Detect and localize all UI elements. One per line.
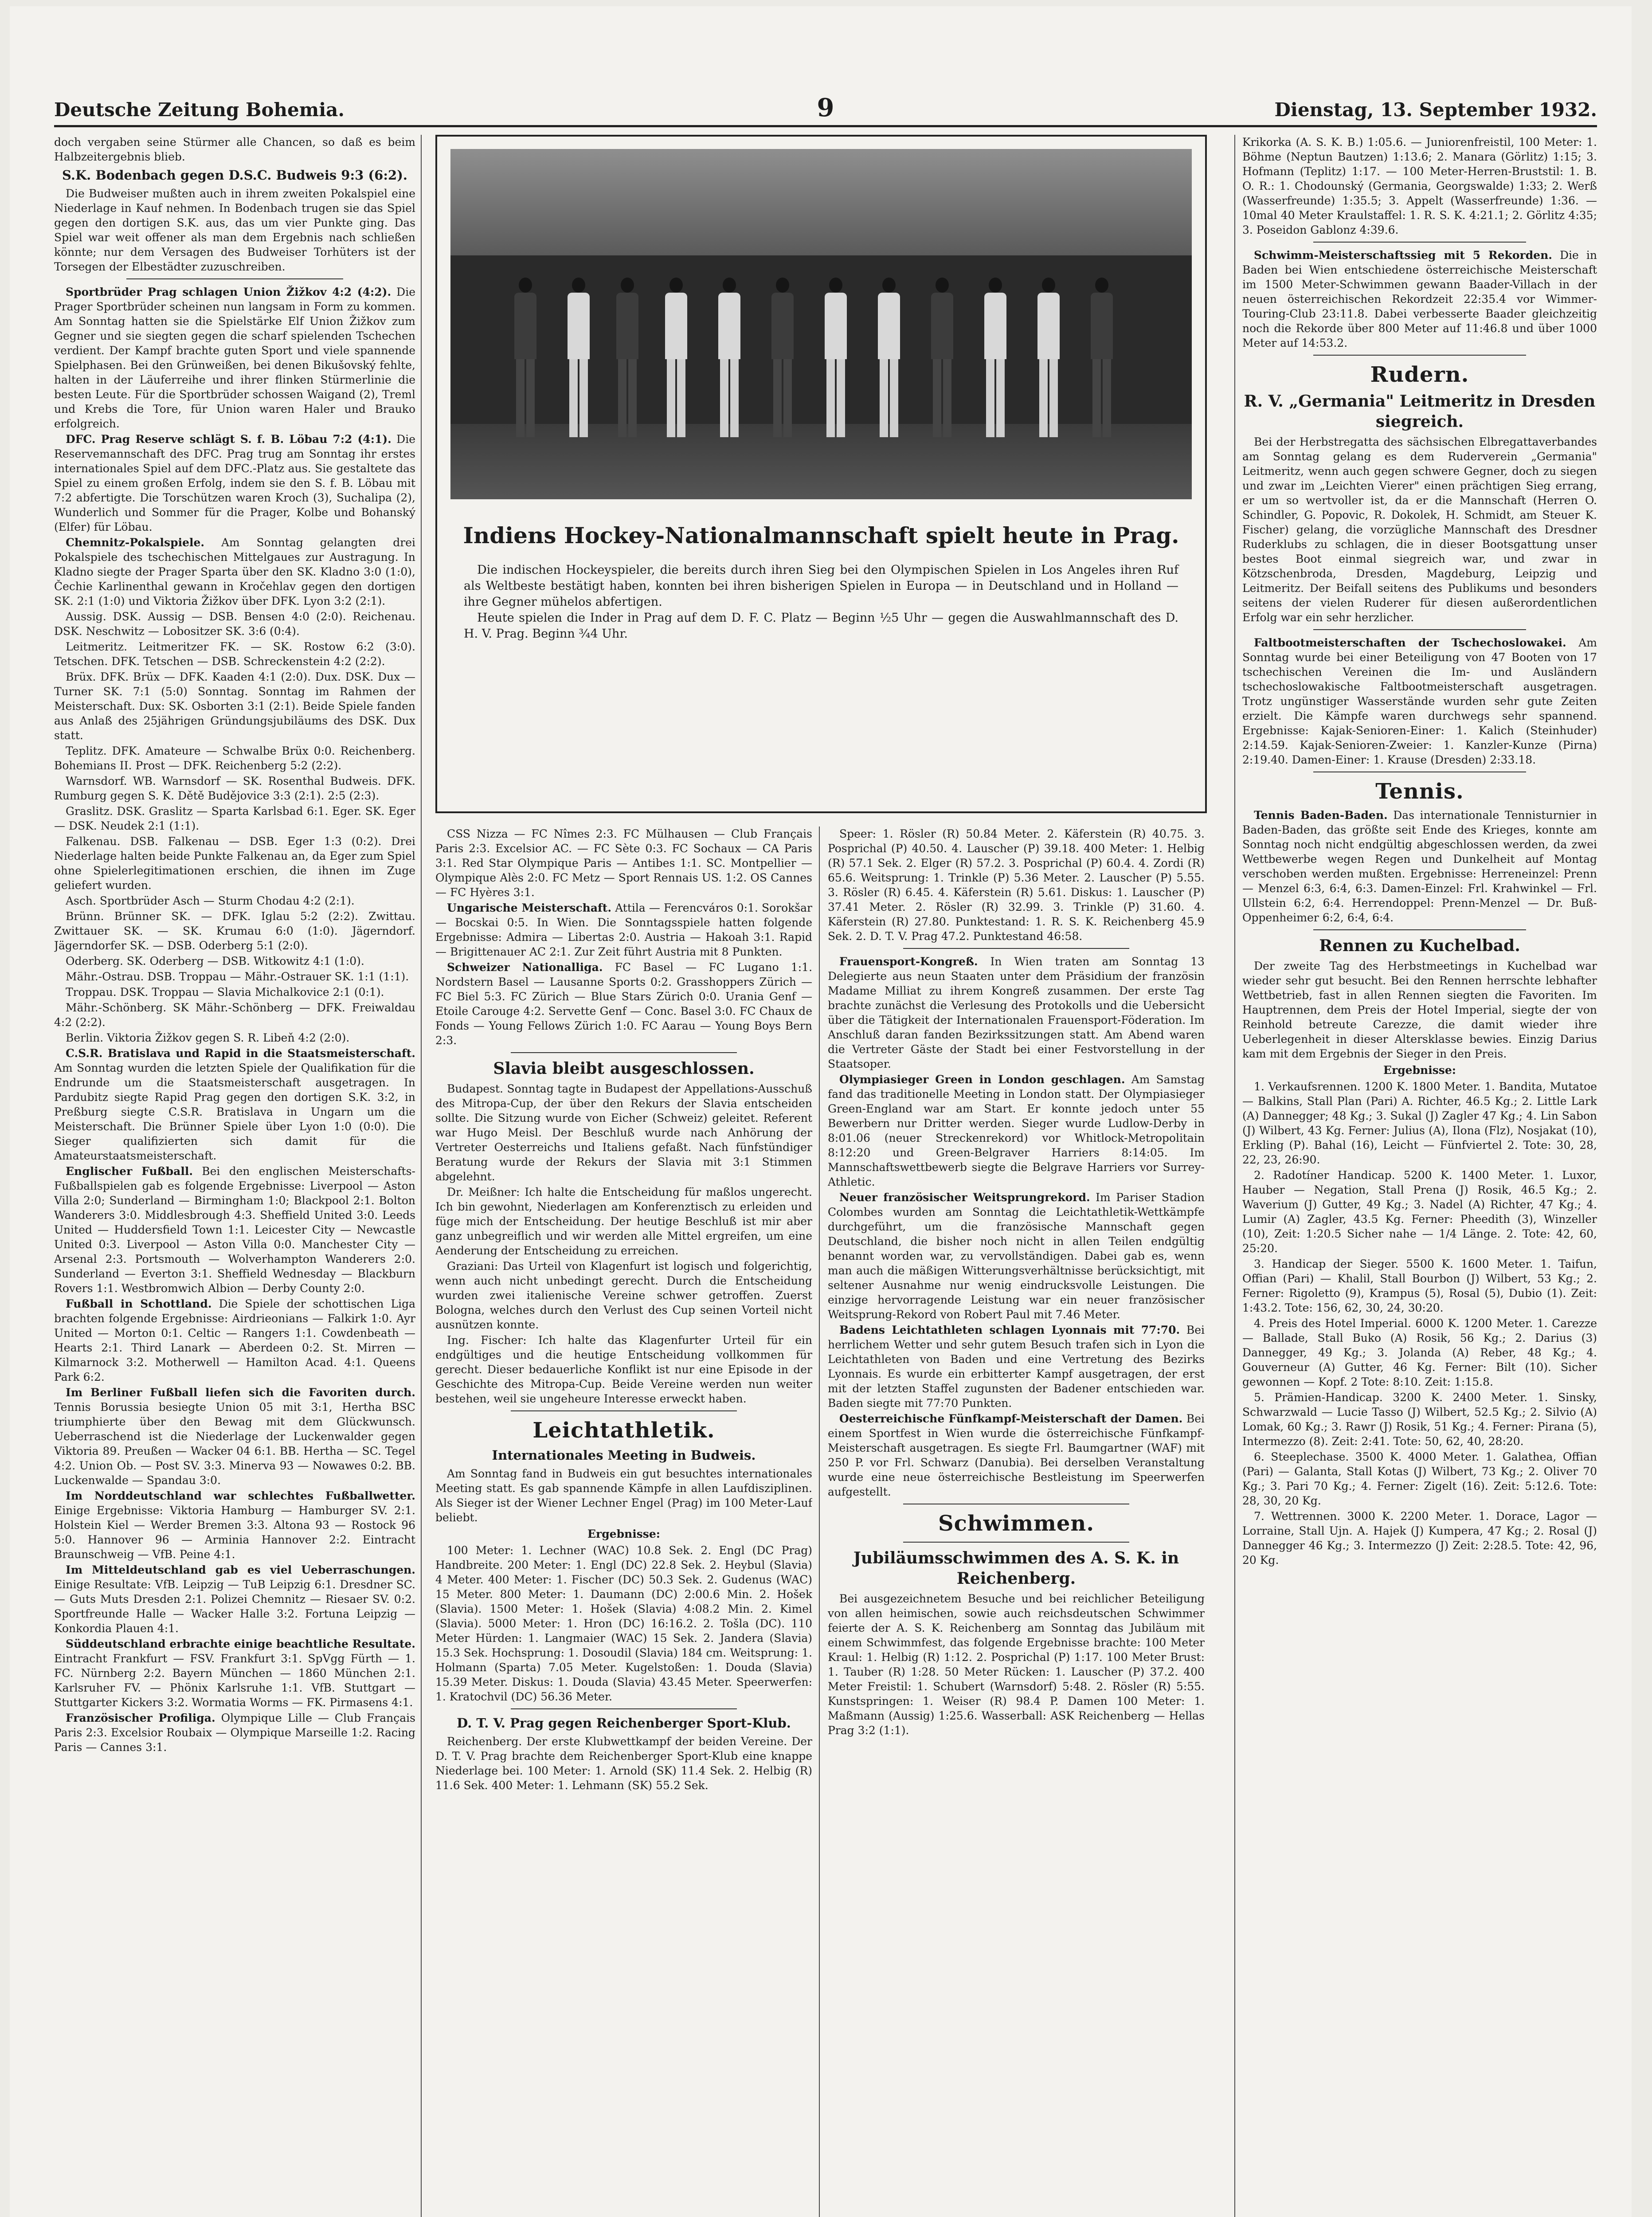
subheadline: Schwimm-Meisterschaftssieg mit 5 Rekorden. (1254, 249, 1552, 262)
article-text: Ing. Fischer: Ich halte das Klagenfurter Urteil für ein endgültiges und die heutige Entscheidung vollkommen für gerecht. Dieser bedauerliche Konflikt ist nur eine Episode in der Geschichte des Mitropa-Cup. Beide Vereine werden nun weiter bestehen, weil sie ungeheure Interesse erweckt haben. (435, 1334, 812, 1405)
article-text: Olympique Lille — Club Français Paris 2:3. Excelsior Roubaix — Olympique Marseille 1:2. Racing Paris — Cannes 3:1. (54, 1712, 415, 1754)
results-text: Asch. Sportbrüder Asch — Sturm Chodau 4:2 (2:1). (66, 894, 355, 907)
player-figure (615, 278, 640, 437)
article-text: Dr. Meißner: Ich halte die Entscheidung für maßlos ungerecht. Ich bin gewohnt, Niederlagen am Konferenztisch zu erleiden und füge mich der Entscheidung. Der heutige Beschluß ist mir aber ganz unbegreiflich und wir werden alle Mittel ergreifen, um eine Aenderung der Entscheidung zu erreichen. (435, 1186, 812, 1257)
article-text: Bei den englischen Meisterschafts-Fußballspielen gab es folgende Ergebnisse: Liverpool — Aston Villa 2:0; Sunderland — Birmingham 1:0; Blackpool 2:1. Bolton Wanderers 3:0. Middlesbrough 4:3. Sheffield United 3:0. Leeds United — Huddersfield Town 1:1. Leicester City — Newcastle United 0:3. Liverpool — Aston Villa 0:0. Manchester City — Arsenal 2:3. Portsmouth — Wolverhampton Wanderers 2:0. Sunderland — Everton 3:1. Sheffield Wednesday — Blackburn Rovers 1:1. Westbromwich Albion — Derby County 2:0. (54, 1165, 415, 1295)
page-number: 9 (817, 93, 834, 122)
subheadline: Ungarische Meisterschaft. (447, 901, 612, 914)
article-text: Am Sonntag wurde bei einer Beteiligung von 47 Booten von 17 tschechischen Vereinen die Im- und Ausländern tschechoslowakische Faltbootmeisterschaft ausgetragen. Trotz ungünstiger Wasserstände wurden sehr gute Zeiten erzielt. Die Kämpfe waren durchwegs sehr spannend. Ergebnisse: Kajak-Senioren-Einer: 1. Kalich (Steinhuder) 2:14.59. Kajak-Senioren-Zweier: 1. Kanzler-Kunze (Pirna) 2:19.40. Damen-Einer: 1. Krause (Dresden) 2:33.18. (1242, 636, 1597, 766)
issue-date: Dienstag, 13. September 1932. (1274, 99, 1597, 121)
column-rule (1234, 135, 1235, 2217)
article-text: Die in Baden bei Wien entschiedene österreichische Meisterschaft im 1500 Meter-Schwimmen gewann Baader-Villach in der neuen österreichischen Rekordzeit 22:35.4 vor Wimmer-Touring-Club 23:11.8. Dabei verbesserte Baader gleichzeitig noch die Rekorde über 800 Meter auf 11:46.8 und über 1000 Meter auf 14:53.2. (1242, 249, 1597, 349)
player-figure (513, 278, 538, 437)
results-text: Aussig. DSK. Aussig — DSB. Bensen 4:0 (2:0). Reichenau. DSK. Neschwitz — Lobositzer SK. 3:6 (0:4). (54, 610, 415, 638)
headline: Rennen zu Kuchelbad. (1319, 936, 1520, 955)
newspaper-page (10, 6, 1632, 2217)
results-text: Krikorka (A. S. K. B.) 1:05.6. — Juniorenfreistil, 100 Meter: 1. Böhme (Neptun Bautzen) 1:13.6; 2. Manara (Görlitz) 1:15; 3. Hofmann (Teplitz) 1:17. — 100 Meter-Herren-Bruststil: 1. B. O. R.: 1. Chodounský (Germania, Georgswalde) 1:33; 2. Werß (Wasserfreunde) 1:35.5; 3. Appelt (Wasserfreunde) 1:36. — 10mal 40 Meter Kraulstaffel: 1. R. S. K. 4:21.1; 2. Görlitz 4:35; 3. Poseidon Gablonz 4:39.6. (1242, 136, 1597, 236)
article-text: Am Sonntag wurden die letzten Spiele der Qualifikation für die Endrunde um die Staatsmeisterschaft ausgetragen. In Pardubitz siegte Rapid Prag gegen den dortigen S.K. 3:2, in Preßburg siegte C.S.R. Bratislava in Ungarn um die Meisterschaft. Die Brünner Spiele über Lyon 1:0 (0:0). Die Sieger qualifizierten sich damit für die Amateurstaatsmeisterschaft. (54, 1061, 415, 1162)
divider (1313, 242, 1526, 243)
divider (1313, 355, 1526, 356)
article-text: Graziani: Das Urteil von Klagenfurt ist logisch und folgerichtig, wenn auch nicht unbedingt gerecht. Durch die Entscheidung wurden zwei italienische Vereine schwer getroffen. Zuerst Bologna, welches durch den Verlust des Cup seinen Vorteil nicht ausnützen konnte. (435, 1260, 812, 1331)
player-figure (929, 278, 955, 437)
article-text: Tennis Borussia besiegte Union 05 mit 3:1, Hertha BSC triumphierte über den Bewag mit dem Glückwunsch. Ueberraschend ist die Niederlage der Luckenwalder gegen Viktoria 89. Preußen — Wacker 04 6:1. BB. Hertha — SC. Tegel 4:2. Union Ob. — Post SV. 3:3. Minerva 93 — Nowawes 0:2. BB. Luckenwalde — Spandau 3:0. (54, 1401, 415, 1487)
subheadline: Englischer Fußball. (66, 1165, 193, 1178)
subheadline: Französischer Profiliga. (66, 1712, 215, 1724)
headline: Internationales Meeting in Budweis. (492, 1448, 756, 1463)
article-text: Am Samstag fand das traditionelle Meeting in London statt. Der Olympiasieger Green-England war am Start. Er konnte jedoch unter 55 Bewerbern nur Dritter werden. Sieger wurde Ludlow-Derby in 8:01.06 (neuer Streckenrekord) vor Whitlock-Metropolitain 8:12:20 und Green-Belgraver Harriers 8:14:05. Im Mannschaftswettbewerb siegte die Belgrave Harriers vor Surrey-Athletic. (828, 1073, 1205, 1188)
subheadline: Im Mitteldeutschland gab es viel Ueberraschungen. (66, 1563, 415, 1576)
subheadline: Faltbootmeisterschaften der Tschechoslowakei. (1254, 636, 1566, 649)
article-text: Am Sonntag gelangten drei Pokalspiele des tschechischen Mittelgaues zur Austragung. In Kladno siegte der Prager Sparta über den SK. Kladno 3:0 (1:0), Čechie Karlinenthal gewann in Kročehlav gegen den dortigen SK. 2:1 (1:0) und Viktoria Žižkov über DFK. Lyon 3:2 (2:1). (54, 536, 415, 607)
article-text: Das internationale Tennisturnier in Baden-Baden, das größte seit Ende des Krieges, konnte am Sonntag noch nicht endgültig abgeschlossen werden, da zwei Wettbewerbe wegen Regen und Dunkelheit auf Montag verschoben werden mußten. Ergebnisse: Herreneinzel: Prenn — Menzel 6:3, 6:4, 6:3. Damen-Einzel: Frl. Krahwinkel — Frl. Ullstein 6:2, 6:4. Herrendoppel: Prenn-Menzel — Dr. Buß-Oppenheimer 6:2, 6:4, 6:4. (1242, 809, 1597, 924)
results-text: Teplitz. DFK. Amateure — Schwalbe Brüx 0:0. Reichenberg. Bohemians II. Prost — DFK. Reichenberg 5:2 (2:2). (54, 744, 415, 772)
results-text: Oderberg. SK. Oderberg — DSB. Witkowitz 4:1 (1:0). (66, 955, 364, 967)
divider (1313, 629, 1526, 630)
subheadline: Im Berliner Fußball liefen sich die Favoriten durch. (66, 1386, 415, 1399)
left-column (54, 135, 415, 2217)
race-result: 2. Radotíner Handicap. 5200 K. 1400 Meter. 1. Luxor, Hauber — Negation, Stall Prena (J) Rosik, 46.5 Kg.; 2. Waverium (J) Gutter, 49 Kg.; 3. Nadel (A) Richter, 47 Kg.; 4. Lumir (A) Zagler, 43.5 Kg. Ferner: Pheedith (3), Winzeller (10), Zeit: 1:20.5 Sicher nahe — 1/4 Länge. 2. Tote: 42, 60, 25:20. (1242, 1169, 1597, 1255)
article-text: Bei ausgezeichnetem Besuche und bei reichlicher Beteiligung von allen heimischen, sowie auch reichsdeutschen Schwimmer feierte der A. S. K. Reichenberg am Sonntag das Jubiläum mit einem Schwimmfest, das folgende Ergebnisse brachte: 100 Meter Kraul: 1. Helbig (R) 1:12. 2. Posprichal (P) 1:17. 100 Meter Brust: 1. Tauber (R) 1:28. 50 Meter Rücken: 1. Lauscher (P) 37.2. 400 Meter Freistil: 1. Schubert (Warnsdorf) 5:48. 2. Rösler (R) 5:55. Kunstspringen: 1. Weiser (R) 98.4 P. Damen 100 Meter: 1. Maßmann (Aussig) 1:25.6. Wasserball: ASK Reichenberg — Hellas Prag 3:2 (1:1). (828, 1592, 1205, 1737)
headline: R. V. „Germania" Leitmeritz in Dresden siegreich. (1244, 392, 1596, 431)
subheadline: Frauensport-Kongreß. (839, 955, 978, 968)
subheadline: Sportbrüder Prag schlagen Union Žižkov 4:2 (4:2). (66, 286, 391, 298)
results-text: Mähr.-Ostrau. DSB. Troppau — Mähr.-Ostrauer SK. 1:1 (1:1). (66, 970, 409, 983)
results-text: Leitmeritz. Leitmeritzer FK. — SK. Rostow 6:2 (3:0). Tetschen. DFK. Tetschen — DSB. Schreckenstein 4:2 (2:2). (54, 640, 415, 668)
middle-column-b (828, 826, 1205, 2217)
article-text: Bei einem Sportfest in Wien wurde die österreichische Fünfkampf-Meisterschaft ausgetragen. Es siegte Frl. Baumgartner (WAF) mit 250 P. vor Frl. Schwarz (Danubia). Bei derselben Veranstaltung wurde eine neue österreichische Bestleistung im Speerwerfen aufgestellt. (828, 1412, 1205, 1498)
subheadline: Schweizer Nationalliga. (447, 961, 603, 974)
player-figure (663, 278, 689, 437)
article-text: FC Basel — FC Lugano 1:1. Nordstern Basel — Lausanne Sports 0:2. Grasshoppers Zürich — FC Biel 5:3. FC Zürich — Blue Stars Zürich 0:0. Urania Genf — Etoile Carouge 4:2. Servette Genf — Conc. Basel 3:0. FC Chaux de Fonds — Young Fellows Zürich 1:0. FC Aarau — Young Boys Bern 2:3. (435, 961, 812, 1047)
subheadline: Neuer französischer Weitsprungrekord. (839, 1191, 1090, 1204)
article-text: Am Sonntag fand in Budweis ein gut besuchtes internationales Meeting statt. Es gab spannende Kämpfe in allen Laufdisziplinen. Als Sieger ist der Wiener Lechner Engel (Prag) im 100 Meter-Lauf beliebt. (435, 1467, 812, 1524)
photo-caption (464, 562, 1178, 642)
article-text: In Wien traten am Sonntag 13 Delegierte aus neun Staaten unter dem Präsidium der französin Madame Milliat zu ihrem Kongreß zusammen. Der erste Tag brachte zunächst die Verlesung des Protokolls und die Uebersicht über die Tätigkeit der Internationalen Frauensport-Föderation. Im Anschluß daran fanden Bezirkssitzungen statt. Am Abend waren die Vertreter Gäste der Stadt bei einer Festvorstellung in der Staatsoper. (828, 955, 1205, 1070)
player-figure (770, 278, 795, 437)
article-text: Die Prager Sportbrüder scheinen nun langsam in Form zu kommen. Am Sonntag hatten sie die Spielstärke Elf Union Žižkov zum Gegner und sie siegten gegen die scharf spielenden Tschechen verdient. Der Kampf brachte guten Sport und viele spannende Spielphasen. Bei den Grünweißen, bei denen Bikušovský fehlte, halten in der Läuferreihe und ihrer flinken Stürmerlinie die besten Leute. Für die Sportbrüder schossen Waigand (2), Treml und Krebs die Tore, für Union waren Haler und Brauko erfolgreich. (54, 286, 415, 430)
results-text: CSS Nizza — FC Nîmes 2:3. FC Mülhausen — Club Français Paris 2:3. Excelsior AC. — FC Sète 0:3. FC Sochaux — CA Paris 3:1. Red Star Olympique Paris — Antibes 1:1. SC. Montpellier — Olympique Alès 2:0. FC Metz — Sport Rennais US. 1:2. OS Cannes — FC Hyères 3:1. (435, 827, 812, 899)
article-text: Im Pariser Stadion Colombes wurden am Sonntag die Leichtathletik-Wettkämpfe durchgeführt, um die französische Mannschaft gegen Deutschland, die bisher noch nicht in allen Teilen endgültig benannt worden war, zu vervollständigen. Dabei gab es, wenn man auch die mäßigen Witterungsverhältnisse berücksichtigt, mit seltener Ausnahme nur wenig eindrucksvolle Leistungen. Die einzige hervorragende Leistung war ein neuer französischer Weitsprung-Rekord von Robert Paul mit 7.46 Meter. (828, 1191, 1205, 1321)
article-text: Die Budweiser mußten auch in ihrem zweiten Pokalspiel eine Niederlage in Kauf nehmen. In Bodenbach trugen sie das Spiel gegen den dortigen S.K. aus, das um vier Punkte ging. Das Spiel war weit offener als man dem Ergebnis nach schließen könnte; nur dem Versagen des Budweiser Torhüters ist der Torsegen der Elbestädter zuzuschreiben. (54, 187, 415, 273)
section-heading: Schwimmen. (938, 1511, 1095, 1536)
subheadline: Tennis Baden-Baden. (1254, 809, 1388, 822)
results-text: Falkenau. DSB. Falkenau — DSB. Eger 1:3 (0:2). Drei Niederlage halten beide Punkte Falkenau an, da Eger zum Spiel ohne Spielerlegitimationen erschien, die ihnen im Zuge geliefert wurden. (54, 835, 415, 892)
caption-paragraph: Heute spielen die Inder in Prag auf dem D. F. C. Platz — Beginn ½5 Uhr — gegen die Auswahlmannschaft des D. H. V. Prag. Beginn ¾4 Uhr. (464, 611, 1178, 641)
player-figure (566, 278, 591, 437)
photo-headline: Indiens Hockey-Nationalmannschaft spielt heute in Prag. (463, 522, 1179, 548)
article-text: Einige Resultate: VfB. Leipzig — TuB Leipzig 6:1. Dresdner SC. — Guts Muts Dresden 2:1. Polizei Chemnitz — Riesaer SV. 0:2. Sportfreunde Halle — Wacker Halle 3:2. Fortuna Leipzig — Konkordia Plauen 4:1. (54, 1578, 415, 1635)
headline: S.K. Bodenbach gegen D.S.C. Budweis 9:3 (6:2). (62, 168, 408, 183)
section-heading: Tennis. (1375, 779, 1464, 804)
results-text: Brüx. DFK. Brüx — DFK. Kaaden 4:1 (2:0). Dux. DSK. Dux — Turner SK. 7:1 (5:0) Sonntag. Sonntag im Rahmen der Meisterschaft. Dux: SK. Osborten 3:1 (2:1). Beide Spiele fanden aus Anlaß des 25jährigen Gründungsjubiläums des DSK. Dux statt. (54, 670, 415, 742)
race-result: 5. Prämien-Handicap. 3200 K. 2400 Meter. 1. Sinsky, Schwarzwald — Lucie Tasso (J) Wilbert, 52.5 Kg.; 2. Silvio (A) Lomak, 60 Kg.; 3. Rawr (J) Rosik, 51 Kg.; 4. Ferner: Pirana (5), Intermezzo (8). Zeit: 2:41. Tote: 50, 62, 40, 28:20. (1242, 1391, 1597, 1448)
subheadline: DFC. Prag Reserve schlägt S. f. B. Löbau 7:2 (4:1). (66, 433, 391, 446)
article-text: Die Reservemannschaft des DFC. Prag trug am Sonntag ihr erstes internationales Spiel auf dem DFC.-Platz aus. Sie gestaltete das Spiel zu einem großen Erfolg, indem sie den S. f. B. Löbau mit 7:2 abfertigte. Die Torschützen waren Kroch (3), Suchalipa (2), Wunderlich und Sommer für die Prager, Kolbe und Bohanský (Elfer) für Löbau. (54, 433, 415, 533)
article-text: Eintracht Frankfurt — FSV. Frankfurt 3:1. SpVgg Fürth — 1. FC. Nürnberg 2:2. Bayern München — 1860 München 2:1. Karlsruher FV. — Phönix Karlsruhe 1:1. VfB. Stuttgart — Stuttgarter Kickers 3:2. Wormatia Worms — FK. Pirmasens 4:1. (54, 1652, 415, 1709)
headline: D. T. V. Prag gegen Reichenberger Sport-Klub. (457, 1716, 791, 1731)
results-text: Mähr.-Schönberg. SK Mähr.-Schönberg — DFK. Freiwaldau 4:2 (2:2). (54, 1001, 415, 1029)
team-photo (450, 149, 1192, 499)
divider (511, 1052, 737, 1053)
article-text: Der zweite Tag des Herbstmeetings in Kuchelbad war wieder sehr gut besucht. Bei den Rennen herrschte lebhafter Wettbetrieb, fast in allen Rennen siegten die Favoriten. Im Hauptrennen, dem Preis der Hotel Imperial, siegte der von Reinhold betreute Carezze, die damit wieder ihre Ueberlegenheit in dieser Altersklasse bewies. Einzig Darius kam mit dem Ergebnis der Sieger in den Preis. (1242, 960, 1597, 1060)
results-text: Graslitz. DSK. Graslitz — Sparta Karlsbad 6:1. Eger. SK. Eger — DSK. Neudek 2:1 (1:1). (54, 805, 415, 832)
masthead (54, 94, 1597, 127)
paper-name: Deutsche Zeitung Bohemia. (54, 99, 344, 121)
results-text: Berlin. Viktoria Žižkov gegen S. R. Libeň 4:2 (2:0). (66, 1031, 350, 1044)
player-figure (1089, 278, 1115, 437)
results-text: Brünn. Brünner SK. — DFK. Iglau 5:2 (2:2). Zwittau. Zwittauer SK. — SK. Krumau 6:0 (1:0). Jägerndorf. Jägerndorfer SK. — DSB. Oderberg 5:1 (2:0). (54, 910, 415, 952)
player-figure (1036, 278, 1061, 437)
section-heading: Leichtathletik. (532, 1418, 715, 1443)
article-text: Bei herrlichem Wetter und sehr gutem Besuch trafen sich in Lyon die Leichtathleten von Baden und eine Vertretung des Bezirks Lyonnais. Es wurde ein erbitterter Kampf ausgetragen, der erst mit der letzten Staffel zugunsten der Badener entschieden war. Baden siegte mit 77:70 Punkten. (828, 1324, 1205, 1410)
race-result: 6. Steeplechase. 3500 K. 4000 Meter. 1. Galathea, Offian (Pari) — Galanta, Stall Kotas (J) Wilbert, 73 Kg.; 2. Oliver 70 Kg.; 3. Pari 70 Kg.; 4. Ferner: Zigelt (16). Zeit: 5:12.6. Tote: 28, 30, 20 Kg. (1242, 1450, 1597, 1507)
column-rule (421, 135, 422, 2217)
article-text: doch vergaben seine Stürmer alle Chancen, so daß es beim Halbzeitergebnis blieb. (54, 136, 415, 163)
section-heading: Rudern. (1370, 362, 1469, 387)
subheadline: Chemnitz-Pokalspiele. (66, 536, 205, 549)
race-result: 7. Wettrennen. 3000 K. 2200 Meter. 1. Dorace, Lagor — Lorraine, Stall Ujn. A. Hajek (J) Kumpera, 47 Kg.; 2. Rosal (J) Dannegger 46 Kg.; 3. Intermezzo (J) Zeit: 2:28.5. Tote: 42, 96, 20 Kg. (1242, 1510, 1597, 1567)
caption-paragraph: Die indischen Hockeyspieler, die bereits durch ihren Sieg bei den Olympischen Spielen in Los Angeles ihren Ruf als Weltbeste bestätigt haben, konnten bei ihren bisherigen Spielen in Europa — in Deutschland und in Holland — ihre Gegner mühelos abfertigen. (464, 563, 1178, 609)
subheadline: Fußball in Schottland. (66, 1297, 212, 1310)
player-figure (823, 278, 849, 437)
divider (1313, 929, 1526, 930)
race-result: 1. Verkaufsrennen. 1200 K. 1800 Meter. 1. Bandita, Mutatoe — Balkins, Stall Plan (Pari) A. Richter, 46.5 Kg.; 2. Little Lark (A) Dannegger; 48 Kg.; 3. Sukal (J) Zagler 47 Kg.; 4. Lin Sabon (J) Wilbert, 43 Kg. Ferner: Julius (A), Ilona (Flz), Nosjakat (10), Erkling (P). Bahal (16), Leicht — Fünfviertel 2. Tote: 30, 28, 22, 23, 26:90. (1242, 1080, 1597, 1166)
subheadline: Oesterreichische Fünfkampf-Meisterschaft der Damen. (839, 1412, 1183, 1425)
headline: Slavia bleibt ausgeschlossen. (493, 1059, 755, 1078)
results-heading: Ergebnisse: (587, 1528, 661, 1540)
headline: Jubiläumsschwimmen des A. S. K. in Reichenberg. (853, 1549, 1179, 1588)
results-text: 100 Meter: 1. Lechner (WAC) 10.8 Sek. 2. Engl (DC Prag) Handbreite. 200 Meter: 1. Engl (DC) 22.8 Sek. 2. Heybul (Slavia) 4 Meter. 400 Meter: 1. Fischer (DC) 50.3 Sek. 2. Gudenus (WAC) 15 Meter. 800 Meter: 1. Daumann (DC) 2:00.6 Min. 2. Hošek (Slavia). 1500 Meter: 1. Hošek (Slavia) 4:08.2 Min. 2. Kimel (Slavia). 5000 Meter: 1. Hron (DC) 16:16.2. 2. Tošla (DC). 110 Meter Hürden: 1. Langmaier (WAC) 15 Sek. 2. Jandera (Slavia) 15.3 Sek. Hochsprung: 1. Dosoudil (Slavia) 184 cm. Weitsprung: 1. Holmann (Sparta) 7.05 Meter. Kugelstoßen: 1. Douda (Slavia) 15.39 Meter. Diskus: 1. Douda (Slavia) 43.45 Meter. Speerwerfen: 1. Kratochvil (DC) 56.36 Meter. (435, 1544, 812, 1703)
right-column (1242, 135, 1597, 2217)
divider (903, 1542, 1129, 1543)
player-figure (983, 278, 1008, 437)
divider (903, 948, 1129, 949)
article-text: Budapest. Sonntag tagte in Budapest der Appellations-Ausschuß des Mitropa-Cup, der über den Rekurs der Slavia entscheiden sollte. Die Sitzung wurde von Eicher (Schweiz) geleitet. Referent war Hugo Meisl. Der Beschluß wurde nach Anhörung der Vertreter Oesterreichs und Italiens gefaßt. Nach fünfstündiger Beratung wurde der Rekurs der Slavia mit 3:1 Stimmen abgelehnt. (435, 1082, 812, 1183)
subheadline: C.S.R. Bratislava und Rapid in die Staatsmeisterschaft. (66, 1047, 415, 1060)
results-heading: Ergebnisse: (1383, 1064, 1456, 1077)
results-text: Warnsdorf. WB. Warnsdorf — SK. Rosenthal Budweis. DFK. Rumburg gegen S. K. Dětě Budějovice 3:3 (2:1). 2:5 (2:3). (54, 775, 415, 802)
divider (126, 278, 343, 279)
article-text: Einige Ergebnisse: Viktoria Hamburg — Hamburger SV. 2:1. Holstein Kiel — Werder Bremen 3:3. Altona 93 — Rostock 96 5:0. Hannover 96 — Arminia Hannover 2:2. Eintracht Braunschweig — VfB. Peine 4:1. (54, 1504, 415, 1561)
article-text: Bei der Herbstregatta des sächsischen Elbregattaverbandes am Sonntag gelang es dem Ruderverein „Germania" Leitmeritz, wenn auch gegen schwere Gegner, doch zu siegen und zwar im „Leichten Vierer" einen prächtigen Sieg errang, er um so wertvoller ist, da er die Mannschaft (Herren O. Schindler, G. Popovic, R. Dokolek, H. Schmidt, am Steuer K. Fischer) gelang, die vorzügliche Mannschaft des Dresdner Ruderklubs zu schlagen, die in dieser Bootsgattung unser bestes Boot einmal siegreich war, und zwar in Kötzschenbroda, Dresden, Magdeburg, Leipzig und Leitmeritz. Der Beifall seitens des Publikums und besonders seitens der vielen Ruderer für diesen außerordentlichen Erfolg war ein sehr herzlicher. (1242, 435, 1597, 624)
article-text: Reichenberg. Der erste Klubwettkampf der beiden Vereine. Der D. T. V. Prag brachte dem Reichenberger Sport-Klub eine knappe Niederlage bei. 100 Meter: 1. Arnold (SK) 11.4 Sek. 2. Helbig (R) 11.6 Sek. 400 Meter: 1. Lehmann (SK) 55.2 Sek. (435, 1735, 812, 1792)
photo-feature (435, 135, 1207, 813)
subheadline: Im Norddeutschland war schlechtes Fußballwetter. (66, 1489, 415, 1502)
divider (511, 1708, 737, 1709)
subheadline: Olympiasieger Green in London geschlagen. (839, 1073, 1125, 1086)
article-text: Die Spiele der schottischen Liga brachten folgende Ergebnisse: Airdrieonians — Falkirk 1:0. Ayr United — Morton 0:1. Celtic — Rangers 1:1. Cowdenbeath — Hearts 2:1. Third Lanark — Aberdeen 0:2. St. Mirren — Kilmarnock 3:2. Motherwell — Hamilton Acad. 4:1. Queens Park 6:2. (54, 1297, 415, 1383)
player-figure (716, 278, 742, 437)
player-figure (876, 278, 902, 437)
subheadline: Süddeutschland erbrachte einige beachtliche Resultate. (66, 1637, 415, 1650)
results-text: Speer: 1. Rösler (R) 50.84 Meter. 2. Käferstein (R) 40.75. 3. Posprichal (P) 40.50. 4. Lauscher (P) 39.18. 400 Meter: 1. Helbig (R) 57.1 Sek. 2. Elger (R) 57.2. 3. Posprichal (P) 60.4. 4. Zordi (R) 65.6. Weitsprung: 1. Trinkle (P) 5.36 Meter. 2. Lauscher (P) 5.55. 3. Rösler (R) 6.45. 4. Käferstein (R) 5.61. Diskus: 1. Lauscher (P) 37.41 Meter. 2. Rösler (R) 32.99. 3. Trinkle (P) 31.60. 4. Käferstein (R) 27.80. Punktestand: 1. R. S. K. Reichenberg 45.9 Sek. 2. D. T. V. Prag 47.2. Punktestand 46:58. (828, 827, 1205, 943)
results-text: Troppau. DSK. Troppau — Slavia Michalkovice 2:1 (0:1). (66, 986, 384, 999)
subheadline: Badens Leichtathleten schlagen Lyonnais mit 77:70. (839, 1324, 1180, 1336)
article-text: Attila — Ferencváros 0:1. Sorokšar — Bocskai 0:5. In Wien. Die Sonntagsspiele hatten folgende Ergebnisse: Admira — Libertas 2:0. Austria — Hakoah 3:1. Rapid — Brigittenauer AC 2:1. Zur Zeit führt Austria mit 8 Punkten. (435, 901, 812, 958)
column-rule (819, 826, 820, 2217)
middle-column-a (435, 826, 812, 2217)
middle-area (427, 135, 1225, 2217)
race-result: 4. Preis des Hotel Imperial. 6000 K. 1200 Meter. 1. Carezze — Ballade, Stall Buko (A) Rosik, 56 Kg.; 2. Darius (3) Dannegger, 49 Kg.; 3. Jolanda (A) Reber, 48 Kg.; 4. Gouverneur (A) Gutter, 46 Kg. Ferner: Bilt (10). Sicher gewonnen — Kopf. 2 Tote: 8:10. Zeit: 1:15.8. (1242, 1317, 1597, 1388)
divider (511, 1410, 737, 1411)
race-result: 3. Handicap der Sieger. 5500 K. 1600 Meter. 1. Taifun, Offian (Pari) — Khalil, Stall Bourbon (J) Wilbert, 53 Kg.; 2. Ferner: Rigoletto (9), Krampus (5), Rosal (5), Dubio (1). Zeit: 1:43.2. Tote: 156, 62, 30, 24, 30:20. (1242, 1257, 1597, 1314)
